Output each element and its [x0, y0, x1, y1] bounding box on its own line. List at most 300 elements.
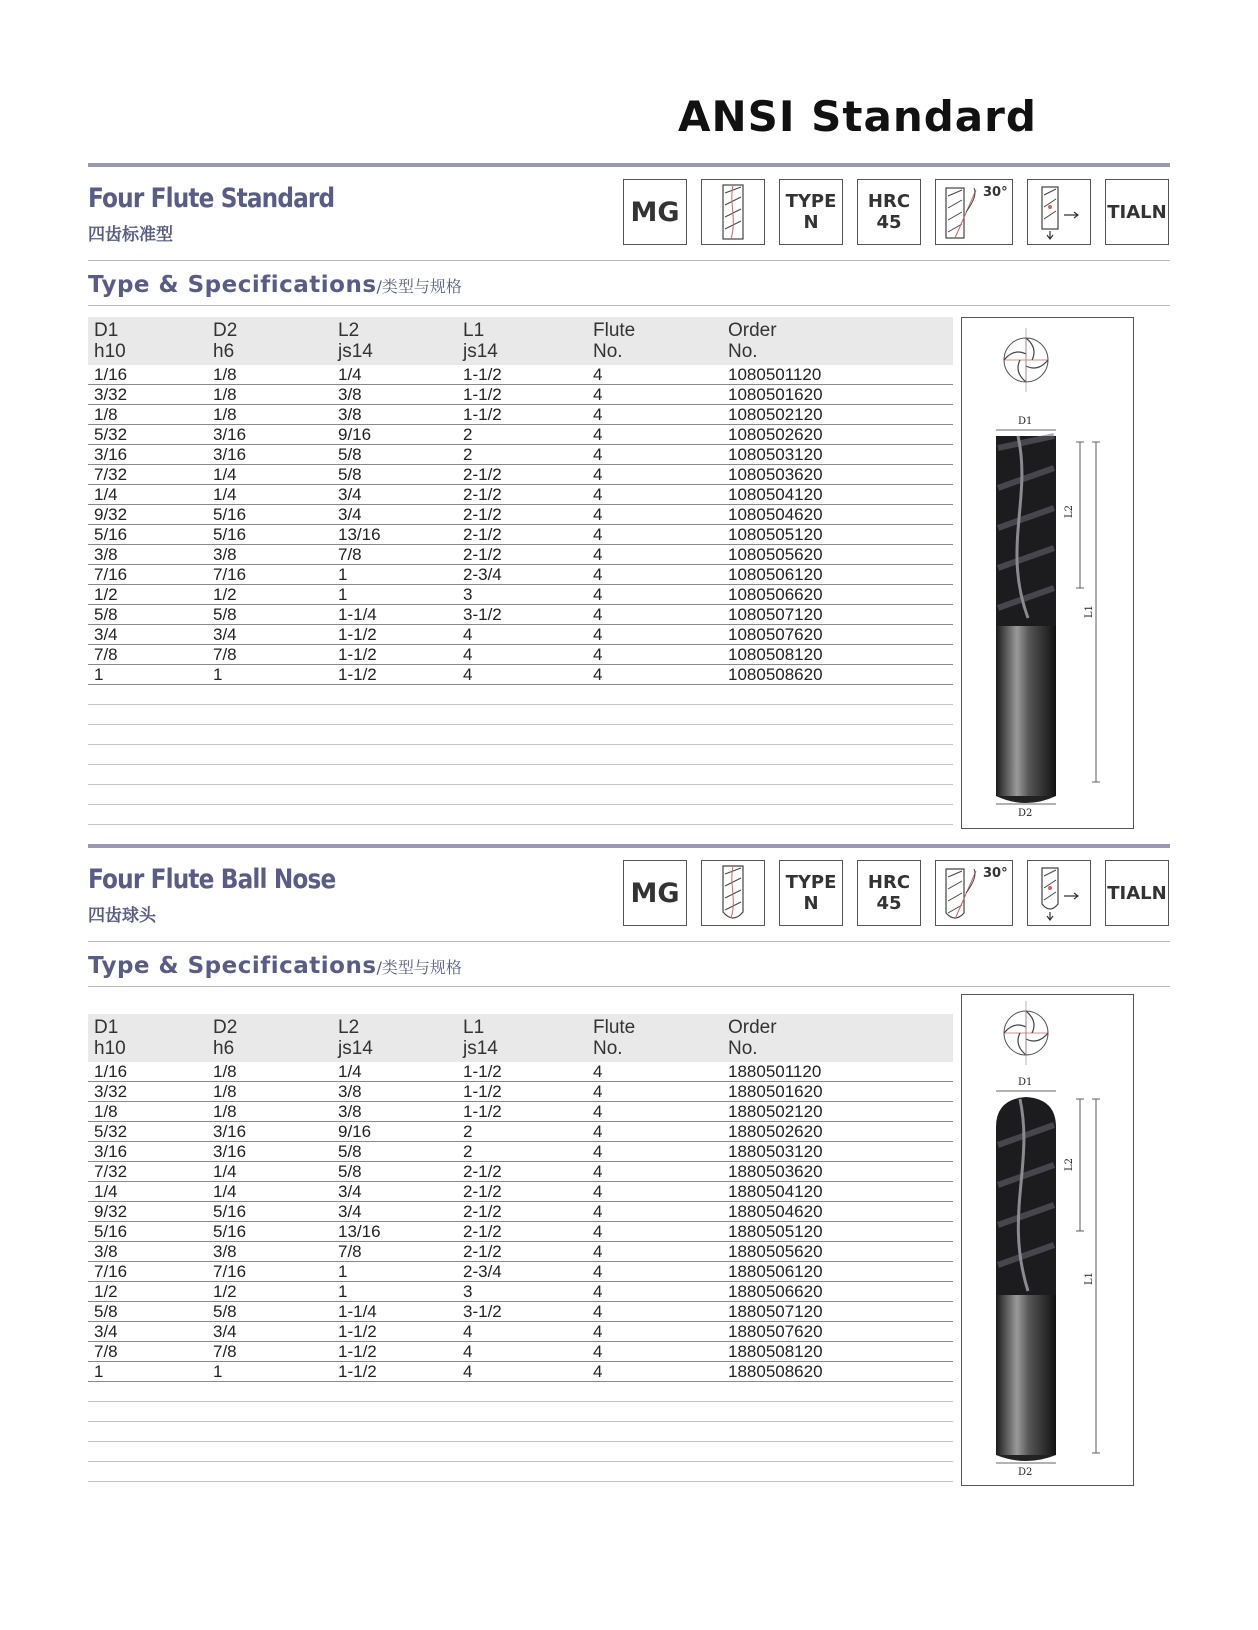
table-row [88, 645, 953, 665]
type-label: TYPE [785, 191, 837, 212]
d2-cell: 5/16 [213, 505, 247, 524]
d2-cell: 1/4 [213, 465, 237, 484]
d2-cell: 1/2 [213, 1282, 237, 1301]
section-divider [88, 163, 1170, 167]
coating-label: TIALN [1107, 201, 1167, 223]
d1-label: D1 [1018, 1077, 1033, 1088]
table-row [88, 565, 953, 585]
l1-cell: 3-1/2 [463, 1302, 502, 1321]
col-d1: D1 [94, 1017, 119, 1038]
col-order-sub: No. [728, 1038, 758, 1059]
d1-cell: 5/8 [94, 1302, 118, 1321]
empty-row [88, 705, 953, 725]
l2-cell: 5/8 [338, 465, 362, 484]
d1-cell: 3/16 [94, 1142, 128, 1161]
d2-cell: 7/8 [213, 645, 237, 664]
d1-cell: 1/2 [94, 585, 118, 604]
table-row [88, 1302, 953, 1322]
shank [996, 626, 1056, 796]
d1-cell: 1/16 [94, 1062, 128, 1081]
table-row [88, 1102, 953, 1122]
l1-cell: 2-1/2 [463, 1202, 502, 1221]
table-row [88, 1322, 953, 1342]
flute-cell: 4 [593, 1202, 603, 1221]
flute-cell: 4 [593, 1222, 603, 1241]
flute-cell: 4 [593, 1342, 603, 1361]
d1-cell: 5/16 [94, 525, 128, 544]
d2-label: D2 [1018, 1467, 1033, 1478]
d2-label: D2 [1018, 808, 1033, 819]
d2-cell: 3/16 [213, 425, 247, 444]
tool-diagram-flat [961, 317, 1134, 829]
l1-cell: 1-1/2 [463, 1102, 502, 1121]
col-flute-sub: No. [593, 1038, 623, 1059]
flute-cell: 4 [593, 1082, 603, 1101]
col-d2-tol: h6 [213, 341, 235, 362]
flute-cell: 4 [593, 1122, 603, 1141]
d2-cell: 3/16 [213, 445, 247, 464]
d2-cell: 1/8 [213, 385, 237, 404]
d1-cell: 5/8 [94, 605, 118, 624]
table-row [88, 1342, 953, 1362]
flat-end-icon [701, 179, 765, 245]
order-cell: 1880504620 [728, 1202, 823, 1221]
table-row [88, 625, 953, 645]
col-d2: D2 [213, 320, 238, 341]
col-l2: L2 [338, 320, 360, 341]
table-row [88, 425, 953, 445]
d1-cell: 5/32 [94, 425, 128, 444]
spec-rule [88, 305, 1170, 306]
end-view-icon [1004, 328, 1048, 392]
col-l2-tol: js14 [338, 1038, 373, 1059]
section-four-flute-ball-nose [88, 844, 1170, 1504]
order-cell: 1080504120 [728, 485, 823, 504]
order-cell: 1080504620 [728, 505, 823, 524]
col-l1-tol: js14 [463, 341, 498, 362]
l1-cell: 3 [463, 585, 473, 604]
mg-label: MG [630, 196, 680, 228]
type-value: N [803, 212, 819, 233]
col-d2: D2 [213, 1017, 238, 1038]
type-label: TYPE [785, 872, 837, 893]
order-cell: 1080501620 [728, 385, 823, 404]
order-cell: 1880504120 [728, 1182, 823, 1201]
col-order: Order [728, 1017, 777, 1038]
section-four-flute-standard [88, 163, 1170, 843]
l1-cell: 4 [463, 1362, 473, 1381]
order-cell: 1080502620 [728, 425, 823, 444]
l1-cell: 2-1/2 [463, 1222, 502, 1241]
l1-cell: 1-1/2 [463, 1062, 502, 1081]
flute-cell: 4 [593, 1062, 603, 1081]
flute-cell: 4 [593, 1302, 603, 1321]
section-divider [88, 844, 1170, 848]
d2-cell: 1/2 [213, 585, 237, 604]
ball-end-icon [701, 860, 765, 926]
col-order: Order [728, 320, 777, 341]
flute-cell: 4 [593, 1282, 603, 1301]
d2-cell: 3/16 [213, 1142, 247, 1161]
order-cell: 1080506620 [728, 585, 823, 604]
angle-label: 30° [983, 866, 1008, 881]
order-cell: 1880507620 [728, 1322, 823, 1341]
spec-heading-cn: /类型与规格 [376, 958, 462, 977]
flute-cell: 4 [593, 585, 603, 604]
flute-cell: 4 [593, 1322, 603, 1341]
d2-cell: 7/16 [213, 1262, 247, 1281]
l1-cell: 4 [463, 625, 473, 644]
l2-cell: 7/8 [338, 545, 362, 564]
flute-cell: 4 [593, 625, 603, 644]
d1-cell: 1 [94, 665, 104, 684]
l2-cell: 1-1/2 [338, 1362, 377, 1381]
cutting-direction-icon [1027, 179, 1091, 245]
order-cell: 1080503120 [728, 445, 823, 464]
d2-cell: 1 [213, 665, 223, 684]
spec-heading-en: Type & Specifications [88, 272, 377, 298]
empty-row [88, 745, 953, 765]
order-cell: 1880506620 [728, 1282, 823, 1301]
type-badge [779, 860, 843, 926]
hrc-label: HRC [867, 872, 911, 893]
l1-cell: 1-1/2 [463, 365, 502, 384]
order-cell: 1880502120 [728, 1102, 823, 1121]
flute-cell: 4 [593, 1162, 603, 1181]
table-row [88, 665, 953, 685]
l2-cell: 1 [338, 1282, 348, 1301]
table-row [88, 465, 953, 485]
l2-cell: 13/16 [338, 525, 381, 544]
table-row [88, 505, 953, 525]
order-cell: 1880505120 [728, 1222, 823, 1241]
d1-cell: 1/8 [94, 405, 118, 424]
col-l2: L2 [338, 1017, 360, 1038]
empty-row [88, 1462, 953, 1482]
l2-cell: 1/4 [338, 1062, 362, 1081]
l1-label: L1 [1084, 1271, 1095, 1285]
table-row [88, 1162, 953, 1182]
flute-cell: 4 [593, 525, 603, 544]
flute-cell: 4 [593, 505, 603, 524]
l1-cell: 4 [463, 1322, 473, 1341]
empty-row [88, 1422, 953, 1442]
mg-badge [623, 179, 687, 245]
col-order-sub: No. [728, 341, 758, 362]
table-row [88, 1362, 953, 1382]
d1-cell: 1/2 [94, 1282, 118, 1301]
col-d2-tol: h6 [213, 1038, 235, 1059]
col-l1-tol: js14 [463, 1038, 498, 1059]
order-cell: 1080508620 [728, 665, 823, 684]
l1-cell: 2-1/2 [463, 1242, 502, 1261]
order-cell: 1080503620 [728, 465, 823, 484]
col-l1: L1 [463, 320, 485, 341]
l1-cell: 1-1/2 [463, 385, 502, 404]
mg-badge [623, 860, 687, 926]
table-row [88, 1142, 953, 1162]
col-l2-tol: js14 [338, 341, 373, 362]
flute-cell: 4 [593, 485, 603, 504]
d1-cell: 3/16 [94, 445, 128, 464]
type-badge [779, 179, 843, 245]
order-cell: 1880501620 [728, 1082, 823, 1101]
l2-cell: 1-1/2 [338, 1342, 377, 1361]
d1-cell: 7/32 [94, 1162, 128, 1181]
order-cell: 1080507620 [728, 625, 823, 644]
d1-cell: 1/4 [94, 485, 118, 504]
l2-cell: 13/16 [338, 1222, 381, 1241]
l2-cell: 1-1/4 [338, 605, 377, 624]
table-row [88, 1062, 953, 1082]
table-row [88, 1242, 953, 1262]
table-row [88, 545, 953, 565]
d2-cell: 1/4 [213, 1182, 237, 1201]
hrc-value: 45 [876, 212, 902, 233]
l1-cell: 4 [463, 645, 473, 664]
l2-cell: 3/8 [338, 405, 362, 424]
end-view-icon [1004, 1001, 1048, 1065]
empty-row [88, 725, 953, 745]
d2-cell: 1/8 [213, 405, 237, 424]
d1-cell: 1/4 [94, 1182, 118, 1201]
order-cell: 1880503120 [728, 1142, 823, 1161]
l2-label: L2 [1064, 504, 1075, 518]
d2-cell: 5/16 [213, 1222, 247, 1241]
l2-cell: 3/4 [338, 485, 362, 504]
l2-cell: 5/8 [338, 1142, 362, 1161]
l1-cell: 1-1/2 [463, 1082, 502, 1101]
d2-cell: 3/16 [213, 1122, 247, 1141]
order-cell: 1080506120 [728, 565, 823, 584]
table-row [88, 445, 953, 465]
empty-row [88, 765, 953, 785]
d2-cell: 5/8 [213, 605, 237, 624]
d1-cell: 3/8 [94, 1242, 118, 1261]
page-title: ANSI Standard [678, 92, 1037, 141]
d2-cell: 1/8 [213, 1082, 237, 1101]
d1-cell: 1 [94, 1362, 104, 1381]
d2-cell: 1/8 [213, 365, 237, 384]
l1-cell: 2-1/2 [463, 465, 502, 484]
l1-cell: 2 [463, 1142, 473, 1161]
hrc-badge [857, 179, 921, 245]
table-row [88, 1282, 953, 1302]
type-value: N [803, 893, 819, 914]
d1-cell: 1/8 [94, 1102, 118, 1121]
d2-cell: 5/16 [213, 525, 247, 544]
order-cell: 1880502620 [728, 1122, 823, 1141]
order-cell: 1880505620 [728, 1242, 823, 1261]
d1-cell: 7/16 [94, 1262, 128, 1281]
section-subtitle: 四齿球头 [88, 906, 156, 926]
flute-cell: 4 [593, 1142, 603, 1161]
flute-cell: 4 [593, 465, 603, 484]
table-row [88, 585, 953, 605]
flute-cell: 4 [593, 665, 603, 684]
order-cell: 1880508120 [728, 1342, 823, 1361]
order-cell: 1080507120 [728, 605, 823, 624]
table-row [88, 365, 953, 385]
flute-cell: 4 [593, 445, 603, 464]
flute-cell: 4 [593, 385, 603, 404]
spec-table [88, 317, 953, 829]
hrc-label: HRC [867, 191, 911, 212]
hrc-badge [857, 860, 921, 926]
flute-cell: 4 [593, 1182, 603, 1201]
flute-cell: 4 [593, 545, 603, 564]
l1-cell: 2-3/4 [463, 1262, 502, 1281]
order-cell: 1880503620 [728, 1162, 823, 1181]
l1-cell: 2 [463, 445, 473, 464]
spec-heading-cn: /类型与规格 [376, 277, 462, 296]
order-cell: 1080502120 [728, 405, 823, 424]
section-title: Four Flute Standard [88, 183, 335, 214]
d2-cell: 3/4 [213, 1322, 237, 1341]
col-d1: D1 [94, 320, 119, 341]
d1-label: D1 [1018, 416, 1033, 427]
l2-cell: 1-1/2 [338, 665, 377, 684]
angle-label: 30° [983, 185, 1008, 200]
flute-cell: 4 [593, 1242, 603, 1261]
section-rule [88, 941, 1170, 942]
flute-cell: 4 [593, 425, 603, 444]
l2-cell: 1 [338, 585, 348, 604]
l2-cell: 1-1/4 [338, 1302, 377, 1321]
flute-cell: 4 [593, 645, 603, 664]
order-cell: 1880501120 [728, 1062, 822, 1081]
l1-cell: 2-1/2 [463, 505, 502, 524]
empty-row [88, 1442, 953, 1462]
table-row [88, 405, 953, 425]
flute-cell: 4 [593, 1262, 603, 1281]
l2-cell: 3/8 [338, 1102, 362, 1121]
l2-cell: 3/4 [338, 1182, 362, 1201]
table-row [88, 1262, 953, 1282]
section-subtitle: 四齿标准型 [88, 225, 173, 245]
l2-cell: 1/4 [338, 365, 362, 384]
l2-cell: 1 [338, 1262, 348, 1281]
flute-cell: 4 [593, 565, 603, 584]
hrc-value: 45 [876, 893, 902, 914]
l2-cell: 1-1/2 [338, 625, 377, 644]
empty-row [88, 785, 953, 805]
col-l1: L1 [463, 1017, 485, 1038]
d1-cell: 3/8 [94, 545, 118, 564]
empty-row [88, 805, 953, 825]
l1-cell: 4 [463, 665, 473, 684]
d1-cell: 3/32 [94, 1082, 128, 1101]
empty-row [88, 1382, 953, 1402]
flute-cell: 4 [593, 405, 603, 424]
col-flute-sub: No. [593, 341, 623, 362]
spec-table [88, 1014, 953, 1486]
order-cell: 1880508620 [728, 1362, 823, 1381]
d1-cell: 3/32 [94, 385, 128, 404]
spec-heading-en: Type & Specifications [88, 953, 377, 979]
d2-cell: 1/4 [213, 1162, 237, 1181]
order-cell: 1080505120 [728, 525, 823, 544]
d1-cell: 3/4 [94, 1322, 118, 1341]
empty-row [88, 1402, 953, 1422]
l2-cell: 1-1/2 [338, 1322, 377, 1341]
l1-cell: 1-1/2 [463, 405, 502, 424]
d1-cell: 9/32 [94, 1202, 128, 1221]
order-cell: 1080508120 [728, 645, 823, 664]
d1-cell: 9/32 [94, 505, 128, 524]
table-row [88, 485, 953, 505]
flute-cell: 4 [593, 365, 603, 384]
col-d1-tol: h10 [94, 341, 126, 362]
cutting-direction-icon [1027, 860, 1091, 926]
l2-cell: 1 [338, 565, 348, 584]
d2-cell: 1/4 [213, 485, 237, 504]
empty-row [88, 685, 953, 705]
d1-cell: 5/16 [94, 1222, 128, 1241]
d1-cell: 7/16 [94, 565, 128, 584]
d2-cell: 7/16 [213, 565, 247, 584]
col-flute: Flute [593, 1017, 636, 1038]
l1-cell: 2-3/4 [463, 565, 502, 584]
table-row [88, 1082, 953, 1102]
coating-label: TIALN [1107, 882, 1167, 904]
table-row [88, 1222, 953, 1242]
table-row [88, 1122, 953, 1142]
flute-cell: 4 [593, 1102, 603, 1121]
order-cell: 1080501120 [728, 365, 822, 384]
l2-cell: 9/16 [338, 425, 372, 444]
flute-cell: 4 [593, 605, 603, 624]
d2-cell: 3/8 [213, 545, 237, 564]
coating-badge [1105, 860, 1169, 926]
d2-cell: 3/4 [213, 625, 237, 644]
l2-cell: 3/4 [338, 505, 362, 524]
l1-cell: 2-1/2 [463, 485, 502, 504]
d2-cell: 1/8 [213, 1102, 237, 1121]
spec-rule [88, 986, 1170, 987]
shank [996, 1295, 1056, 1455]
l2-cell: 3/4 [338, 1202, 362, 1221]
d1-cell: 3/4 [94, 625, 118, 644]
l2-cell: 7/8 [338, 1242, 362, 1261]
d1-cell: 7/8 [94, 645, 118, 664]
flute-cell: 4 [593, 1362, 603, 1381]
l1-cell: 2 [463, 1122, 473, 1141]
l2-cell: 5/8 [338, 1162, 362, 1181]
table-row [88, 525, 953, 545]
d1-cell: 5/32 [94, 1122, 128, 1141]
helix-angle-icon [935, 860, 1013, 926]
l1-cell: 4 [463, 1342, 473, 1361]
l1-label: L1 [1084, 604, 1095, 618]
l1-cell: 3 [463, 1282, 473, 1301]
table-row [88, 605, 953, 625]
table-header [88, 317, 953, 365]
l2-cell: 3/8 [338, 1082, 362, 1101]
l1-cell: 2-1/2 [463, 545, 502, 564]
order-cell: 1880506120 [728, 1262, 823, 1281]
order-cell: 1880507120 [728, 1302, 823, 1321]
l1-cell: 2-1/2 [463, 1182, 502, 1201]
table-row [88, 1202, 953, 1222]
helix-angle-icon [935, 179, 1013, 245]
spec-heading [88, 272, 462, 298]
d1-cell: 1/16 [94, 365, 128, 384]
col-flute: Flute [593, 320, 636, 341]
l2-cell: 9/16 [338, 1122, 372, 1141]
l2-cell: 5/8 [338, 445, 362, 464]
l2-label: L2 [1064, 1157, 1075, 1171]
